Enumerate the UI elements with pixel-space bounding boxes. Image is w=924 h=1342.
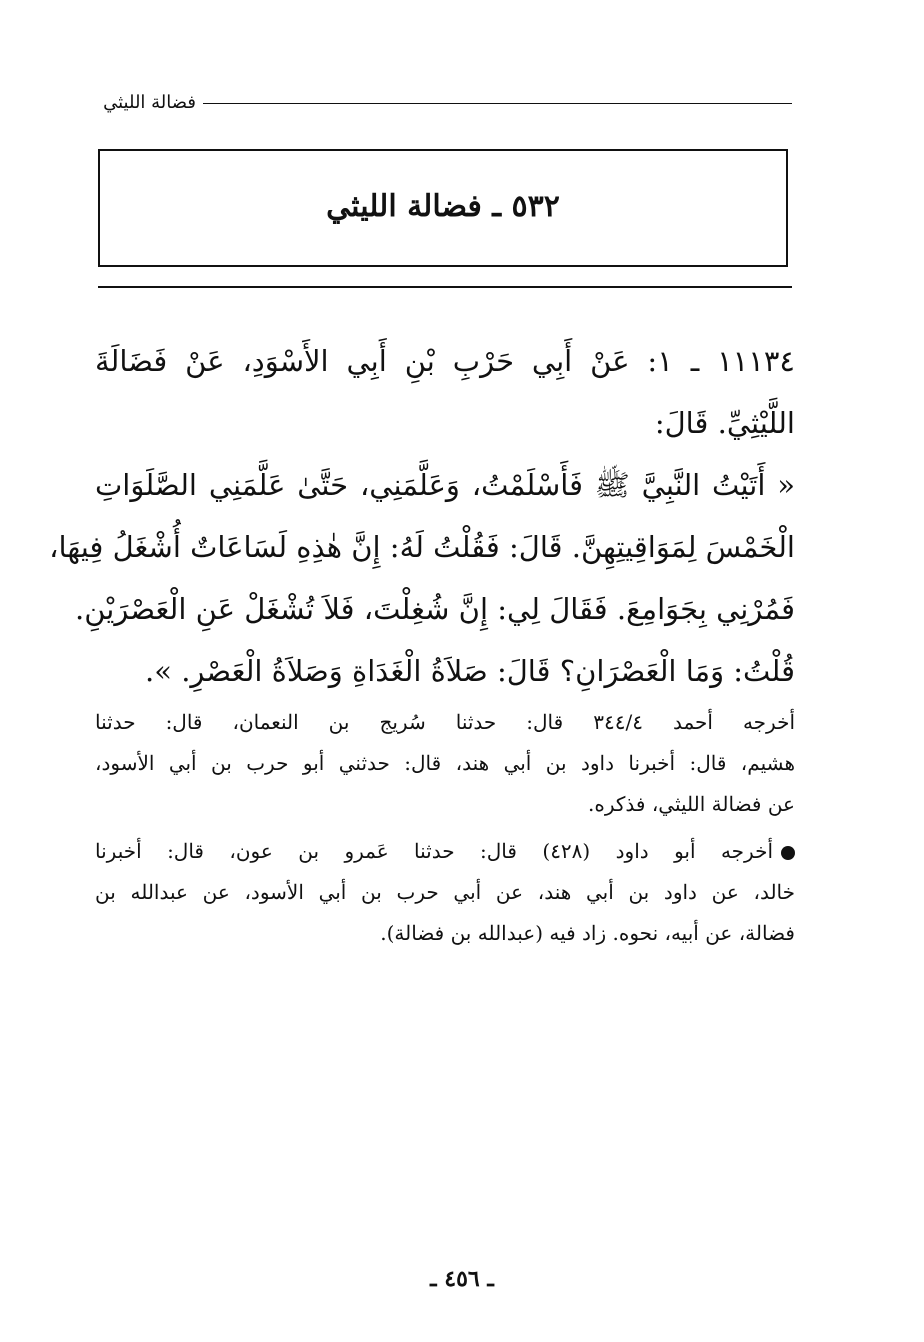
hadith-line: ١١١٣٤ ـ ١: عَنْ أَبِي حَرْبِ بْنِ أَبِي الأَسْوَدِ، عَنْ فَضَالَةَ xyxy=(95,344,795,378)
chapter-heading-box xyxy=(98,149,788,267)
bullet-dot-icon xyxy=(781,846,795,860)
hadith-line: اللَّيْثِيِّ. قَالَ: xyxy=(654,406,795,440)
note-line: خالد، عن داود بن أبي هند، عن أبي حرب بن أبي الأسود، عن عبدالله بن xyxy=(95,880,795,904)
note-line: أخرجه أبو داود (٤٢٨) قال: حدثنا عَمرو بن عون، قال: أخبرنا xyxy=(95,839,774,863)
hadith-line: الْخَمْسَ لِمَوَاقِيتِهِنَّ. قَالَ: فَقُلْتُ لَهُ: إِنَّ هٰذِهِ لَسَاعَاتٌ أُشْغَلُ فِيهَا، xyxy=(49,530,795,564)
note-line: فضالة، عن أبيه، نحوه. زاد فيه (عبدالله بن فضالة). xyxy=(380,921,795,945)
chapter-title: ٥٣٢ ـ فضالة الليثي xyxy=(326,189,560,224)
running-header-title: فضالة الليثي xyxy=(103,92,196,113)
header-rule xyxy=(203,103,792,104)
chapter-divider xyxy=(98,286,792,288)
hadith-line: « أَتَيْتُ النَّبِيَّ ﷺ فَأَسْلَمْتُ، وَعَلَّمَنِي، حَتَّىٰ عَلَّمَنِي الصَّلَوَاتِ xyxy=(95,468,795,502)
hadith-text xyxy=(49,330,795,702)
note-line-with-bullet xyxy=(95,831,795,872)
note-line: عن فضالة الليثي، فذكره. xyxy=(588,792,795,816)
running-header xyxy=(98,90,792,120)
page-number: ـ ٤٥٦ ـ xyxy=(430,1266,494,1292)
takhrij-notes xyxy=(95,702,795,954)
hadith-line: فَمُرْنِي بِجَوَامِعَ. فَقَالَ لِي: إِنَّ شُغِلْتَ، فَلاَ تُشْغَلْ عَنِ الْعَصْرَيْنِ. xyxy=(75,592,795,626)
note-line: أخرجه أحمد ٣٤٤/٤ قال: حدثنا سُريج بن النعمان، قال: حدثنا xyxy=(95,710,795,734)
note-line: هشيم، قال: أخبرنا داود بن أبي هند، قال: حدثني أبو حرب بن أبي الأسود، xyxy=(95,751,795,775)
hadith-line: قُلْتُ: وَمَا الْعَصْرَانِ؟ قَالَ: صَلاَةُ الْغَدَاةِ وَصَلاَةُ الْعَصْرِ. ». xyxy=(145,654,795,688)
